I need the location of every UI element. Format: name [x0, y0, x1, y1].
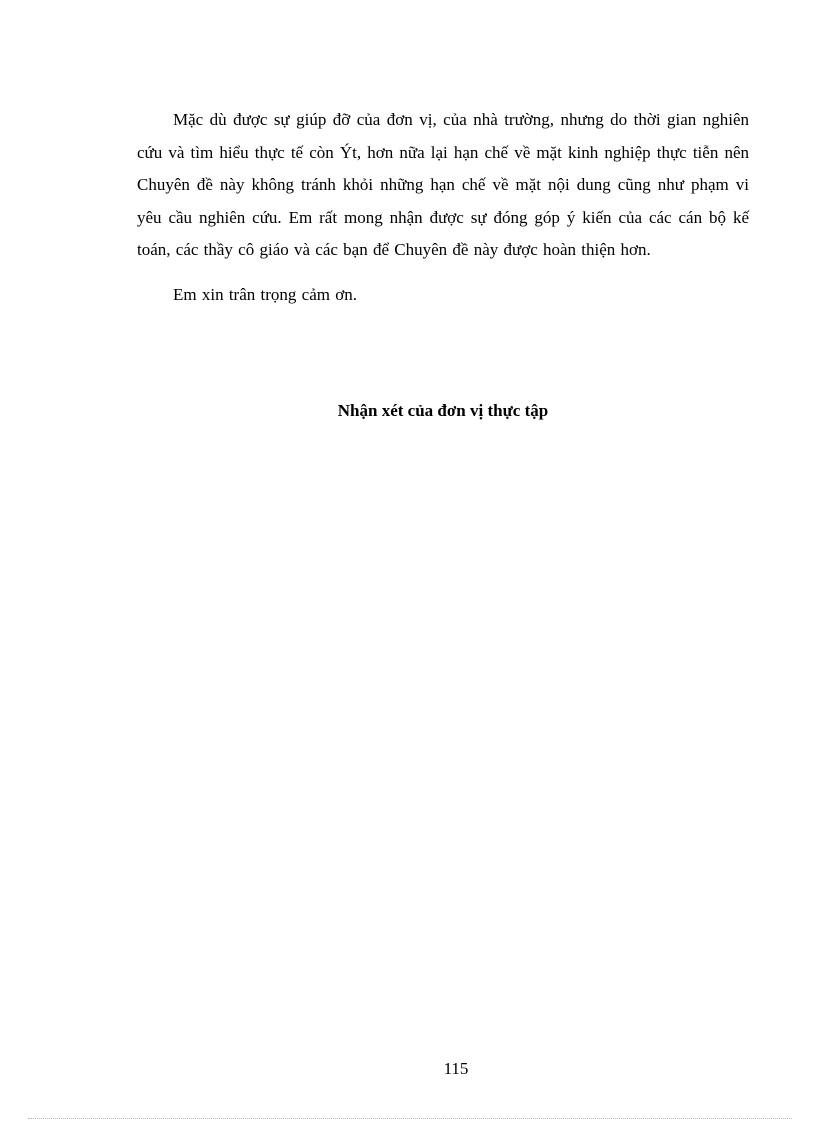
acknowledgement-paragraph: Mặc dù được sự giúp đỡ của đơn vị, của nhà trường, nhưng do thời gian nghiên cứu và tìm hiểu thực tế còn Ýt, hơn nữa lại hạn chế về mặt kinh nghiệp thực tiễn nên Chuyên đề này không tránh khỏi những hạn chế về mặt nội dung cũng như phạm vi yêu cầu nghiên cứu. Em rất mong nhận được sự đóng góp ý kiến của các cán bộ kế toán, các thầy cô giáo và các bạn để Chuyên đề này được hoàn thiện hơn.	[137, 110, 749, 259]
thank-you-paragraph: Em xin trân trọng cảm ơn.	[173, 284, 357, 304]
page-number: 115	[443, 1059, 469, 1078]
body-text	[137, 104, 749, 311]
page-bottom-divider	[28, 1118, 792, 1119]
section-heading: Nhận xét của đơn vị thực tập	[337, 401, 549, 420]
